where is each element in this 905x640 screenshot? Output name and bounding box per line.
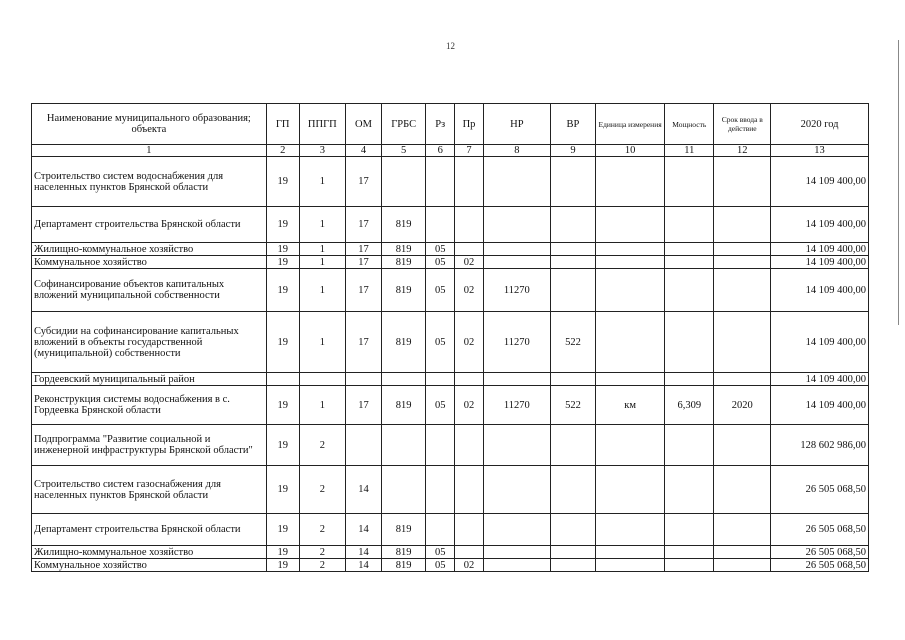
cell-pr <box>455 207 484 243</box>
cell-rz <box>426 425 455 466</box>
cell-grbs: 819 <box>382 243 426 256</box>
header-vr: ВР <box>550 104 595 145</box>
cell-gp: 19 <box>266 157 299 207</box>
cell-om: 17 <box>345 386 381 425</box>
row-name: Гордеевский муниципальный район <box>32 373 267 386</box>
cell-ppgp <box>299 373 345 386</box>
cell-rz: 05 <box>426 559 455 572</box>
cell-unit <box>596 157 665 207</box>
cell-om <box>345 425 381 466</box>
cell-capacity <box>665 559 714 572</box>
table-body <box>32 157 869 572</box>
cell-ppgp: 1 <box>299 269 345 312</box>
cell-ppgp: 1 <box>299 207 345 243</box>
cell-unit <box>596 466 665 514</box>
table-row <box>32 386 869 425</box>
cell-grbs <box>382 157 426 207</box>
cell-amount: 26 505 068,50 <box>771 546 869 559</box>
cell-vr <box>550 256 595 269</box>
cell-amount: 26 505 068,50 <box>771 514 869 546</box>
cell-commissioning <box>714 243 771 256</box>
cell-grbs: 819 <box>382 559 426 572</box>
cell-gp: 19 <box>266 425 299 466</box>
table-row <box>32 256 869 269</box>
header-om: ОМ <box>345 104 381 145</box>
cell-vr <box>550 243 595 256</box>
budget-table <box>31 103 869 572</box>
column-number: 6 <box>426 145 455 157</box>
cell-pr <box>455 514 484 546</box>
header-nr: НР <box>483 104 550 145</box>
cell-gp: 19 <box>266 559 299 572</box>
cell-nr <box>483 559 550 572</box>
cell-amount: 26 505 068,50 <box>771 559 869 572</box>
table-row <box>32 207 869 243</box>
cell-rz: 05 <box>426 312 455 373</box>
table-row <box>32 514 869 546</box>
cell-grbs <box>382 373 426 386</box>
cell-amount: 14 109 400,00 <box>771 243 869 256</box>
cell-commissioning <box>714 256 771 269</box>
row-name: Строительство систем водоснабжения для населенных пунктов Брянской области <box>32 157 267 207</box>
cell-rz <box>426 466 455 514</box>
cell-unit <box>596 373 665 386</box>
cell-pr: 02 <box>455 256 484 269</box>
cell-gp: 19 <box>266 256 299 269</box>
cell-pr <box>455 157 484 207</box>
header-rz: Рз <box>426 104 455 145</box>
cell-grbs: 819 <box>382 546 426 559</box>
cell-capacity <box>665 514 714 546</box>
cell-om: 14 <box>345 466 381 514</box>
cell-pr <box>455 243 484 256</box>
cell-amount: 14 109 400,00 <box>771 269 869 312</box>
cell-vr <box>550 466 595 514</box>
cell-om: 14 <box>345 514 381 546</box>
cell-commissioning <box>714 269 771 312</box>
cell-rz: 05 <box>426 256 455 269</box>
cell-unit <box>596 546 665 559</box>
cell-nr <box>483 243 550 256</box>
cell-om <box>345 373 381 386</box>
cell-om: 17 <box>345 157 381 207</box>
cell-nr <box>483 425 550 466</box>
cell-ppgp: 2 <box>299 546 345 559</box>
cell-gp <box>266 373 299 386</box>
row-name: Строительство систем газоснабжения для населенных пунктов Брянской области <box>32 466 267 514</box>
cell-amount: 128 602 986,00 <box>771 425 869 466</box>
header-row <box>32 104 869 145</box>
cell-grbs <box>382 466 426 514</box>
cell-rz: 05 <box>426 546 455 559</box>
cell-vr: 522 <box>550 386 595 425</box>
cell-capacity <box>665 207 714 243</box>
cell-commissioning <box>714 373 771 386</box>
cell-vr: 522 <box>550 312 595 373</box>
cell-grbs: 819 <box>382 256 426 269</box>
cell-unit <box>596 514 665 546</box>
header-unit: Единица измерения <box>596 104 665 145</box>
cell-om: 14 <box>345 559 381 572</box>
row-name: Департамент строительства Брянской области <box>32 207 267 243</box>
cell-gp: 19 <box>266 269 299 312</box>
cell-pr: 02 <box>455 312 484 373</box>
cell-capacity <box>665 312 714 373</box>
cell-om: 17 <box>345 256 381 269</box>
column-number: 7 <box>455 145 484 157</box>
column-number-row <box>32 145 869 157</box>
cell-capacity <box>665 546 714 559</box>
cell-pr <box>455 466 484 514</box>
cell-om: 17 <box>345 269 381 312</box>
row-name: Коммунальное хозяйство <box>32 559 267 572</box>
cell-commissioning <box>714 514 771 546</box>
row-name: Субсидии на софинансирование капитальных вложений в объекты государственной (муниципальной) собственности <box>32 312 267 373</box>
row-name: Жилищно-коммунальное хозяйство <box>32 243 267 256</box>
page-number: 12 <box>446 41 455 51</box>
cell-nr: 11270 <box>483 269 550 312</box>
row-name: Софинансирование объектов капитальных вложений муниципальной собственности <box>32 269 267 312</box>
row-name: Департамент строительства Брянской области <box>32 514 267 546</box>
cell-unit <box>596 559 665 572</box>
cell-rz <box>426 207 455 243</box>
table-row <box>32 373 869 386</box>
cell-unit: км <box>596 386 665 425</box>
cell-capacity <box>665 425 714 466</box>
cell-pr <box>455 373 484 386</box>
row-name: Реконструкция системы водоснабжения в с. Гордеевка Брянской области <box>32 386 267 425</box>
column-number: 5 <box>382 145 426 157</box>
cell-unit <box>596 243 665 256</box>
header-year-2020: 2020 год <box>771 104 869 145</box>
table-row <box>32 546 869 559</box>
cell-pr: 02 <box>455 269 484 312</box>
column-number: 12 <box>714 145 771 157</box>
cell-nr <box>483 514 550 546</box>
cell-gp: 19 <box>266 312 299 373</box>
cell-vr <box>550 373 595 386</box>
cell-unit <box>596 269 665 312</box>
cell-gp: 19 <box>266 514 299 546</box>
cell-amount: 14 109 400,00 <box>771 373 869 386</box>
header-capacity: Мощность <box>665 104 714 145</box>
cell-pr: 02 <box>455 559 484 572</box>
cell-amount: 14 109 400,00 <box>771 312 869 373</box>
table-row <box>32 425 869 466</box>
cell-om: 14 <box>345 546 381 559</box>
cell-nr <box>483 207 550 243</box>
cell-ppgp: 2 <box>299 559 345 572</box>
cell-unit <box>596 312 665 373</box>
cell-commissioning <box>714 312 771 373</box>
header-name: Наименование муниципального образования; объекта <box>32 104 267 145</box>
cell-commissioning: 2020 <box>714 386 771 425</box>
cell-amount: 14 109 400,00 <box>771 256 869 269</box>
cell-vr <box>550 514 595 546</box>
column-number: 1 <box>32 145 267 157</box>
cell-capacity <box>665 243 714 256</box>
cell-gp: 19 <box>266 466 299 514</box>
cell-nr <box>483 373 550 386</box>
column-number: 8 <box>483 145 550 157</box>
header-grbs: ГРБС <box>382 104 426 145</box>
cell-capacity: 6,309 <box>665 386 714 425</box>
cell-capacity <box>665 157 714 207</box>
cell-om: 17 <box>345 312 381 373</box>
cell-unit <box>596 425 665 466</box>
cell-commissioning <box>714 466 771 514</box>
cell-amount: 14 109 400,00 <box>771 207 869 243</box>
cell-unit <box>596 256 665 269</box>
cell-nr: 11270 <box>483 312 550 373</box>
cell-capacity <box>665 269 714 312</box>
cell-ppgp: 1 <box>299 157 345 207</box>
column-number: 2 <box>266 145 299 157</box>
cell-capacity <box>665 373 714 386</box>
cell-om: 17 <box>345 207 381 243</box>
cell-vr <box>550 559 595 572</box>
cell-capacity <box>665 256 714 269</box>
cell-gp: 19 <box>266 243 299 256</box>
cell-ppgp: 1 <box>299 312 345 373</box>
column-number: 4 <box>345 145 381 157</box>
cell-grbs: 819 <box>382 386 426 425</box>
cell-vr <box>550 207 595 243</box>
cell-ppgp: 2 <box>299 466 345 514</box>
header-ppgp: ППГП <box>299 104 345 145</box>
cell-vr <box>550 425 595 466</box>
header-commissioning: Срок ввода в действие <box>714 104 771 145</box>
cell-gp: 19 <box>266 207 299 243</box>
cell-unit <box>596 207 665 243</box>
cell-commissioning <box>714 207 771 243</box>
column-number: 11 <box>665 145 714 157</box>
cell-commissioning <box>714 559 771 572</box>
cell-rz <box>426 157 455 207</box>
cell-pr <box>455 546 484 559</box>
cell-ppgp: 1 <box>299 386 345 425</box>
cell-rz <box>426 373 455 386</box>
cell-pr: 02 <box>455 386 484 425</box>
table-row <box>32 466 869 514</box>
cell-nr <box>483 157 550 207</box>
column-number: 9 <box>550 145 595 157</box>
cell-gp: 19 <box>266 546 299 559</box>
header-gp: ГП <box>266 104 299 145</box>
column-number: 3 <box>299 145 345 157</box>
cell-grbs <box>382 425 426 466</box>
cell-rz: 05 <box>426 243 455 256</box>
table-row <box>32 312 869 373</box>
cell-ppgp: 1 <box>299 256 345 269</box>
header-pr: Пр <box>455 104 484 145</box>
cell-rz <box>426 514 455 546</box>
cell-commissioning <box>714 425 771 466</box>
scan-edge-mark <box>898 40 899 325</box>
cell-vr <box>550 157 595 207</box>
cell-vr <box>550 546 595 559</box>
table-row <box>32 559 869 572</box>
cell-nr <box>483 546 550 559</box>
row-name: Коммунальное хозяйство <box>32 256 267 269</box>
table-row <box>32 157 869 207</box>
cell-grbs: 819 <box>382 269 426 312</box>
cell-commissioning <box>714 546 771 559</box>
cell-pr <box>455 425 484 466</box>
cell-nr <box>483 256 550 269</box>
cell-ppgp: 2 <box>299 425 345 466</box>
cell-gp: 19 <box>266 386 299 425</box>
row-name: Подпрограмма "Развитие социальной и инженерной инфраструктуры Брянской области" <box>32 425 267 466</box>
cell-amount: 14 109 400,00 <box>771 157 869 207</box>
cell-grbs: 819 <box>382 207 426 243</box>
cell-amount: 14 109 400,00 <box>771 386 869 425</box>
column-number: 13 <box>771 145 869 157</box>
table-row <box>32 269 869 312</box>
cell-rz: 05 <box>426 386 455 425</box>
table-row <box>32 243 869 256</box>
cell-amount: 26 505 068,50 <box>771 466 869 514</box>
cell-commissioning <box>714 157 771 207</box>
cell-rz: 05 <box>426 269 455 312</box>
cell-ppgp: 2 <box>299 514 345 546</box>
cell-grbs: 819 <box>382 514 426 546</box>
column-number: 10 <box>596 145 665 157</box>
cell-ppgp: 1 <box>299 243 345 256</box>
cell-nr <box>483 466 550 514</box>
cell-capacity <box>665 466 714 514</box>
cell-grbs: 819 <box>382 312 426 373</box>
row-name: Жилищно-коммунальное хозяйство <box>32 546 267 559</box>
cell-nr: 11270 <box>483 386 550 425</box>
cell-om: 17 <box>345 243 381 256</box>
cell-vr <box>550 269 595 312</box>
